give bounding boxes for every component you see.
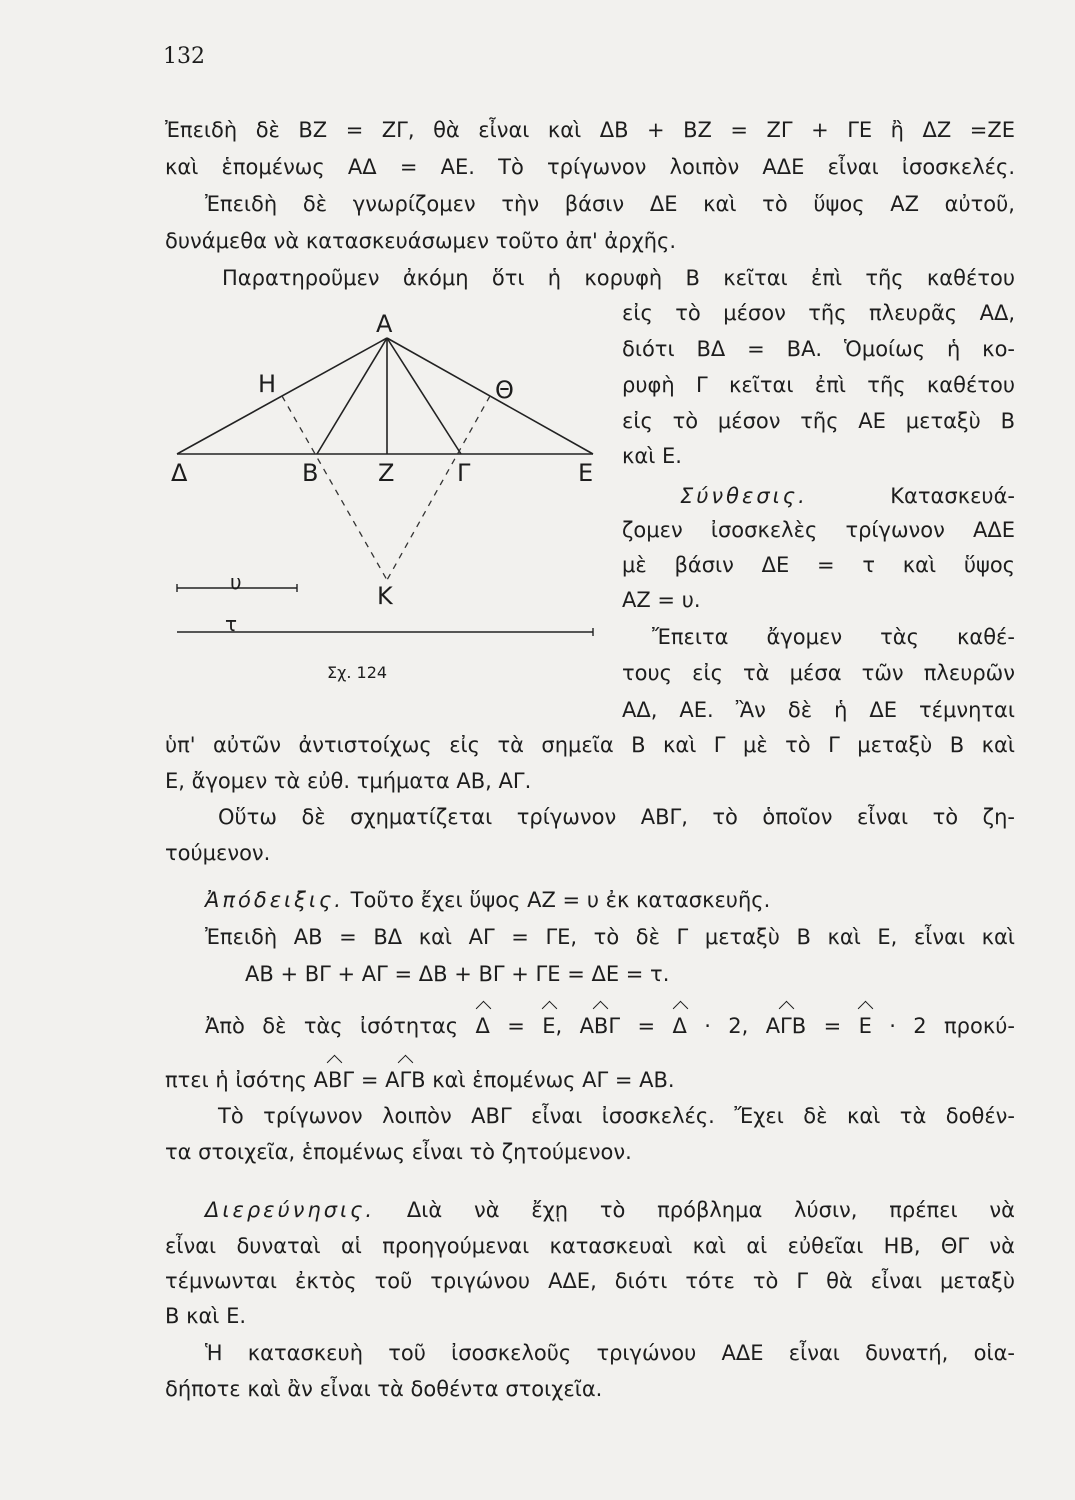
segment-label-t: τ [225, 612, 238, 636]
angle-D: Δ [475, 1011, 489, 1041]
line-ThK [387, 396, 490, 580]
text-span: = [360, 1068, 379, 1092]
text-line: καὶ Ε. [622, 444, 682, 468]
text-span: = [637, 1014, 656, 1038]
angle-D-2: Δ [672, 1011, 686, 1041]
point-label-G: Γ [457, 459, 471, 487]
text-line [205, 885, 1015, 915]
text-line: Ε, ἄγομεν τὰ εὐθ. τμήματα ΑΒ, ΑΓ. [165, 769, 532, 793]
text-line: Οὕτω δὲ σχηματίζεται τρίγωνον ΑΒΓ, τὸ ὁποῖον εἶναι τὸ ζη- [218, 805, 1015, 829]
text-line: Τὸ τρίγωνον λοιπὸν ΑΒΓ εἶναι ἰσοσκελές. Ἔχει δὲ καὶ τὰ δοθέν- [218, 1104, 1015, 1128]
text-line [165, 1065, 1015, 1095]
text-span: = [507, 1014, 525, 1038]
text-line: εἰς τὸ μέσον τῆς πλευρᾶς ΑΔ, [622, 301, 1015, 325]
text-line: Παρατηροῦμεν ἀκόμη ὅτι ἡ κορυφὴ Β κεῖται ἐπὶ τῆς καθέτου [222, 266, 1015, 290]
text-line: ὑπ' αὐτῶν ἀντιστοίχως εἰς τὰ σημεῖα Β καὶ Γ μὲ τὸ Γ μεταξὺ Β καὶ [165, 733, 1015, 757]
text-line: ΑΔ, ΑΕ. Ἂν δὲ ἡ ΔΕ τέμνηται [622, 698, 1015, 722]
point-label-D: Δ [171, 459, 188, 487]
figure-drawing [165, 298, 615, 698]
text-line: Ἐπειδὴ δὲ ΒΖ = ΖΓ, θὰ εἶναι καὶ ΔΒ + ΒΖ = ΖΓ + ΓΕ ἢ ΔΖ =ΖΕ [165, 118, 1015, 142]
segment-label-u: υ [230, 570, 242, 594]
text-line: Ἐπειδὴ δὲ γνωρίζομεν τὴν βάσιν ΔΕ καὶ τὸ ὕψος ΑΖ αὐτοῦ, [205, 192, 1015, 216]
line-AB [317, 338, 387, 454]
angle-ABG: ΑΒΓ [314, 1065, 354, 1095]
geometry-figure [165, 298, 615, 698]
text-line: ζομεν ἰσοσκελὲς τρίγωνον ΑΔΕ [622, 518, 1015, 542]
point-label-B: Β [302, 459, 319, 487]
point-label-E: Ε [578, 459, 594, 487]
text-line: δυνάμεθα νὰ κατασκευάσωμεν τοῦτο ἀπ' ἀρχῆς. [165, 229, 677, 253]
text-line: Ἐπειδὴ ΑΒ = ΒΔ καὶ ΑΓ = ΓΕ, τὸ δὲ Γ μεταξὺ Β καὶ Ε, εἶναι καὶ [205, 925, 1015, 949]
figure-caption: Σχ. 124 [327, 663, 388, 682]
angle-E-2: Ε [859, 1011, 872, 1041]
point-label-H: Η [258, 370, 277, 398]
text-span: · 2, [704, 1014, 749, 1038]
text-line: τους εἰς τὰ μέσα τῶν πλευρῶν [622, 661, 1015, 685]
text-span: Ἀπὸ δὲ τὰς ἰσότητας [205, 1014, 459, 1038]
angle-AGB: ΑΓΒ [385, 1065, 425, 1095]
section-label-proof: Ἀπόδειξις. [205, 888, 344, 912]
line-AG [387, 338, 461, 454]
text-span: καὶ ἑπομένως ΑΓ = ΑΒ. [432, 1068, 675, 1092]
section-label-discussion: Διερεύνησις. [205, 1198, 376, 1222]
text-line: ΑΒ + ΒΓ + ΑΓ = ΔΒ + ΒΓ + ΓΕ = ΔΕ = τ. [245, 962, 670, 986]
text-line [205, 1195, 1015, 1225]
text-line: εἰς τὸ μέσον τῆς ΑΕ μεταξὺ Β [622, 409, 1015, 433]
text-line [680, 481, 1015, 511]
text-span: · 2 προκύ- [889, 1014, 1015, 1038]
text-line: εἶναι δυναταὶ αἱ προηγούμεναι κατασκευαὶ καὶ αἱ εὐθεῖαι ΗΒ, ΘΓ νὰ [165, 1234, 1015, 1258]
text-span: , [555, 1014, 563, 1038]
text-span: Τοῦτο ἔχει ὕψος ΑΖ = υ ἐκ κατασκευῆς. [350, 888, 771, 912]
angle-E: Ε [542, 1011, 555, 1041]
text-line: ρυφὴ Γ κεῖται ἐπὶ τῆς καθέτου [622, 373, 1015, 397]
text-span: Κατασκευά- [890, 484, 1015, 508]
point-label-Th: Θ [495, 376, 514, 404]
angle-ABG: ΑΒΓ [580, 1011, 620, 1041]
angle-AGB: ΑΓΒ [766, 1011, 806, 1041]
page-number: 132 [163, 44, 205, 69]
text-line [205, 1011, 1015, 1041]
text-line: ΑΖ = υ. [622, 588, 701, 612]
text-line: διότι ΒΔ = ΒΑ. Ὁμοίως ἡ κο- [622, 337, 1015, 361]
text-line: μὲ βάσιν ΔΕ = τ καὶ ὕψος [622, 553, 1015, 577]
text-line: καὶ ἑπομένως ΑΔ = ΑΕ. Τὸ τρίγωνον λοιπὸν ΑΔΕ εἶναι ἰσοσκελές. [165, 155, 1015, 179]
text-line: τούμενον. [165, 841, 271, 865]
text-line: Ἔπειτα ἄγομεν τὰς καθέ- [652, 625, 1015, 649]
text-line: τέμνωνται ἐκτὸς τοῦ τριγώνου ΑΔΕ, διότι τότε τὸ Γ θὰ εἶναι μεταξὺ [165, 1269, 1015, 1293]
point-label-Z: Ζ [378, 459, 395, 487]
text-line: δήποτε καὶ ἂν εἶναι τὰ δοθέντα στοιχεῖα. [165, 1377, 603, 1401]
text-span: Διὰ νὰ ἔχῃ τὸ πρόβλημα λύσιν, πρέπει νὰ [406, 1198, 1015, 1222]
text-span: = [823, 1014, 842, 1038]
text-line: Β καὶ Ε. [165, 1304, 247, 1328]
text-line: τα στοιχεῖα, ἑπομένως εἶναι τὸ ζητούμενον. [165, 1140, 632, 1164]
point-label-A: Α [376, 310, 393, 338]
text-span: πτει ἡ ἰσότης [165, 1068, 307, 1092]
section-label-synthesis: Σύνθεσις. [680, 484, 808, 508]
text-line: Ἡ κατασκευὴ τοῦ ἰσοσκελοῦς τριγώνου ΑΔΕ εἶναι δυνατή, οἱα- [205, 1341, 1015, 1365]
point-label-K: Κ [377, 582, 393, 610]
